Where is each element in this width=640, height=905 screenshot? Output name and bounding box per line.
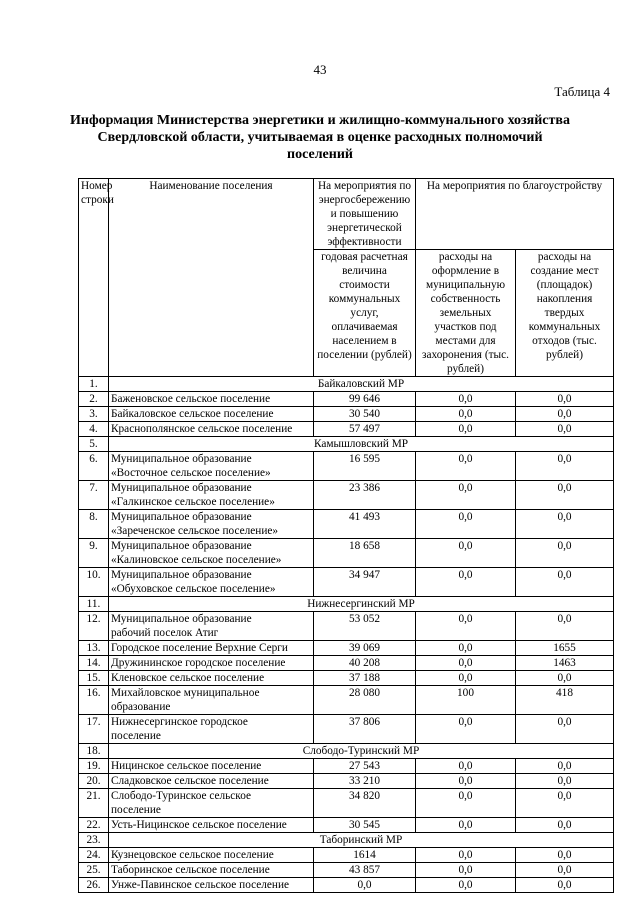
- row-number: 26.: [79, 878, 109, 893]
- settlement-name-line-2: поселение: [111, 730, 161, 742]
- table-row: [79, 539, 614, 568]
- burial-land-cost-value: 0,0: [416, 774, 516, 789]
- burial-land-cost-value: 0,0: [416, 612, 516, 641]
- settlement-name: Кузнецовское сельское поселение: [109, 848, 314, 863]
- table-row: [79, 818, 614, 833]
- settlement-name-line-1: Нижнесергинское городское: [111, 716, 248, 728]
- settlement-name: [109, 715, 314, 744]
- waste-sites-cost-value: 0,0: [516, 715, 614, 744]
- settlement-name-line-1: Михайловское муниципальное: [111, 687, 260, 699]
- settlements-table: [78, 178, 614, 893]
- row-number: 16.: [79, 686, 109, 715]
- waste-sites-cost-value: 0,0: [516, 774, 614, 789]
- waste-sites-cost-value: 0,0: [516, 612, 614, 641]
- burial-land-cost-value: 0,0: [416, 510, 516, 539]
- region-name: Байкаловский МР: [109, 377, 614, 392]
- page-number: 43: [313, 62, 327, 77]
- region-row: [79, 833, 614, 848]
- header-energy-group: На мероприятия по энергосбережению и повышению энергетической эффективности: [314, 179, 416, 250]
- utility-cost-value: 39 069: [314, 641, 416, 656]
- table-row: [79, 715, 614, 744]
- burial-land-cost-value: 0,0: [416, 759, 516, 774]
- waste-sites-cost-value: 0,0: [516, 422, 614, 437]
- table-row: [79, 452, 614, 481]
- waste-sites-cost-value: 0,0: [516, 878, 614, 893]
- table-label: Таблица 4: [554, 84, 610, 99]
- burial-land-cost-value: 100: [416, 686, 516, 715]
- waste-sites-cost-value: 0,0: [516, 759, 614, 774]
- header-burial-land-cost: расходы на оформление в муниципальную собственность земельных участков под местами для захоронения (тыс. рублей): [416, 250, 516, 377]
- row-number: 15.: [79, 671, 109, 686]
- settlement-name-line-2: образование: [111, 701, 171, 713]
- settlement-name: [109, 789, 314, 818]
- settlement-name: Кленовское сельское поселение: [109, 671, 314, 686]
- utility-cost-value: 53 052: [314, 612, 416, 641]
- utility-cost-value: 34 820: [314, 789, 416, 818]
- region-name: Камышловский МР: [109, 437, 614, 452]
- settlement-name: Таборинское сельское поселение: [109, 863, 314, 878]
- utility-cost-value: 57 497: [314, 422, 416, 437]
- row-number: 8.: [79, 510, 109, 539]
- settlement-name-line-2: поселение: [111, 804, 161, 816]
- row-number: 3.: [79, 407, 109, 422]
- row-number: 21.: [79, 789, 109, 818]
- utility-cost-value: 33 210: [314, 774, 416, 789]
- burial-land-cost-value: 0,0: [416, 848, 516, 863]
- table-row: [79, 641, 614, 656]
- utility-cost-value: 28 080: [314, 686, 416, 715]
- header-row-number: Номер строки: [79, 179, 109, 377]
- waste-sites-cost-value: 0,0: [516, 568, 614, 597]
- utility-cost-value: 27 543: [314, 759, 416, 774]
- table-row: [79, 422, 614, 437]
- settlement-name-line-2: «Зареченское сельское поселение»: [111, 525, 279, 537]
- utility-cost-value: 99 646: [314, 392, 416, 407]
- utility-cost-value: 30 545: [314, 818, 416, 833]
- settlement-name: Баженовское сельское поселение: [109, 392, 314, 407]
- table-row: [79, 407, 614, 422]
- region-name: Таборинский МР: [109, 833, 614, 848]
- utility-cost-value: 16 595: [314, 452, 416, 481]
- waste-sites-cost-value: 0,0: [516, 481, 614, 510]
- settlement-name: Усть-Ницинское сельское поселение: [109, 818, 314, 833]
- row-number: 6.: [79, 452, 109, 481]
- waste-sites-cost-value: 418: [516, 686, 614, 715]
- settlement-name: Ницинское сельское поселение: [109, 759, 314, 774]
- settlement-name-line-2: рабочий поселок Атиг: [111, 627, 219, 639]
- row-number: 24.: [79, 848, 109, 863]
- settlement-name: Унже-Павинское сельское поселение: [109, 878, 314, 893]
- burial-land-cost-value: 0,0: [416, 641, 516, 656]
- burial-land-cost-value: 0,0: [416, 863, 516, 878]
- row-number: 1.: [79, 377, 109, 392]
- settlement-name: [109, 452, 314, 481]
- settlement-name: [109, 539, 314, 568]
- utility-cost-value: 43 857: [314, 863, 416, 878]
- utility-cost-value: 0,0: [314, 878, 416, 893]
- settlement-name: Сладковское сельское поселение: [109, 774, 314, 789]
- row-number: 12.: [79, 612, 109, 641]
- table-row: [79, 568, 614, 597]
- table-row: [79, 774, 614, 789]
- table-row: [79, 848, 614, 863]
- settlement-name-line-2: «Калиновское сельское поселение»: [111, 554, 282, 566]
- waste-sites-cost-value: 0,0: [516, 789, 614, 818]
- row-number: 20.: [79, 774, 109, 789]
- document-title: Информация Министерства энергетики и жилищно-коммунального хозяйства Свердловской области, учитываемая в оценке расходных полномочий поселений: [70, 113, 570, 162]
- region-name: Слободо-Туринский МР: [109, 744, 614, 759]
- header-waste-sites-cost: расходы на создание мест (площадок) накопления твердых коммунальных отходов (тыс. рублей): [516, 250, 614, 377]
- row-number: 7.: [79, 481, 109, 510]
- table-row: [79, 863, 614, 878]
- burial-land-cost-value: 0,0: [416, 539, 516, 568]
- settlement-name: [109, 612, 314, 641]
- row-number: 22.: [79, 818, 109, 833]
- row-number: 13.: [79, 641, 109, 656]
- utility-cost-value: 40 208: [314, 656, 416, 671]
- region-row: [79, 744, 614, 759]
- table-row: [79, 481, 614, 510]
- table-row: [79, 789, 614, 818]
- table-row: [79, 656, 614, 671]
- region-name: Нижнесергинский МР: [109, 597, 614, 612]
- settlement-name: Краснополянское сельское поселение: [109, 422, 314, 437]
- settlement-name: Дружининское городское поселение: [109, 656, 314, 671]
- row-number: 5.: [79, 437, 109, 452]
- settlement-name-line-2: «Восточное сельское поселение»: [111, 467, 271, 479]
- waste-sites-cost-value: 0,0: [516, 452, 614, 481]
- burial-land-cost-value: 0,0: [416, 818, 516, 833]
- utility-cost-value: 18 658: [314, 539, 416, 568]
- utility-cost-value: 30 540: [314, 407, 416, 422]
- row-number: 11.: [79, 597, 109, 612]
- row-number: 18.: [79, 744, 109, 759]
- utility-cost-value: 23 386: [314, 481, 416, 510]
- header-utility-cost: годовая расчетная величина стоимости коммунальных услуг, оплачиваемая населением в поселении (рублей): [314, 250, 416, 377]
- table-row: [79, 612, 614, 641]
- utility-cost-value: 34 947: [314, 568, 416, 597]
- waste-sites-cost-value: 1463: [516, 656, 614, 671]
- burial-land-cost-value: 0,0: [416, 789, 516, 818]
- row-number: 10.: [79, 568, 109, 597]
- region-row: [79, 377, 614, 392]
- row-number: 2.: [79, 392, 109, 407]
- region-row: [79, 437, 614, 452]
- burial-land-cost-value: 0,0: [416, 422, 516, 437]
- header-improvement-group: На мероприятия по благоустройству: [416, 179, 614, 250]
- waste-sites-cost-value: 0,0: [516, 863, 614, 878]
- row-number: 14.: [79, 656, 109, 671]
- row-number: 17.: [79, 715, 109, 744]
- table-row: [79, 671, 614, 686]
- settlement-name: [109, 510, 314, 539]
- waste-sites-cost-value: 0,0: [516, 818, 614, 833]
- table-row: [79, 392, 614, 407]
- settlement-name-line-1: Муниципальное образование: [111, 482, 252, 494]
- utility-cost-value: 1614: [314, 848, 416, 863]
- burial-land-cost-value: 0,0: [416, 715, 516, 744]
- table-row: [79, 878, 614, 893]
- header-row-1: [79, 179, 614, 250]
- settlement-name: Байкаловское сельское поселение: [109, 407, 314, 422]
- burial-land-cost-value: 0,0: [416, 671, 516, 686]
- waste-sites-cost-value: 0,0: [516, 671, 614, 686]
- waste-sites-cost-value: 0,0: [516, 510, 614, 539]
- burial-land-cost-value: 0,0: [416, 656, 516, 671]
- header-settlement-name: Наименование поселения: [109, 179, 314, 377]
- utility-cost-value: 41 493: [314, 510, 416, 539]
- row-number: 25.: [79, 863, 109, 878]
- burial-land-cost-value: 0,0: [416, 568, 516, 597]
- row-number: 9.: [79, 539, 109, 568]
- burial-land-cost-value: 0,0: [416, 481, 516, 510]
- settlement-name: [109, 568, 314, 597]
- table-row: [79, 759, 614, 774]
- settlement-name-line-1: Муниципальное образование: [111, 511, 252, 523]
- waste-sites-cost-value: 0,0: [516, 392, 614, 407]
- utility-cost-value: 37 188: [314, 671, 416, 686]
- row-number: 4.: [79, 422, 109, 437]
- region-row: [79, 597, 614, 612]
- settlement-name-line-1: Муниципальное образование: [111, 453, 252, 465]
- table-row: [79, 510, 614, 539]
- waste-sites-cost-value: 0,0: [516, 539, 614, 568]
- utility-cost-value: 37 806: [314, 715, 416, 744]
- settlement-name-line-2: «Галкинское сельское поселение»: [111, 496, 275, 508]
- table-body: [79, 377, 614, 893]
- burial-land-cost-value: 0,0: [416, 407, 516, 422]
- settlement-name: [109, 686, 314, 715]
- settlement-name-line-1: Муниципальное образование: [111, 569, 252, 581]
- settlement-name-line-1: Муниципальное образование: [111, 540, 252, 552]
- row-number: 19.: [79, 759, 109, 774]
- row-number: 23.: [79, 833, 109, 848]
- waste-sites-cost-value: 1655: [516, 641, 614, 656]
- burial-land-cost-value: 0,0: [416, 392, 516, 407]
- settlement-name-line-1: Слободо-Туринское сельское: [111, 790, 252, 802]
- settlement-name-line-1: Муниципальное образование: [111, 613, 252, 625]
- burial-land-cost-value: 0,0: [416, 452, 516, 481]
- settlement-name: [109, 481, 314, 510]
- table-row: [79, 686, 614, 715]
- waste-sites-cost-value: 0,0: [516, 407, 614, 422]
- waste-sites-cost-value: 0,0: [516, 848, 614, 863]
- settlement-name-line-2: «Обуховское сельское поселение»: [111, 583, 276, 595]
- settlement-name: Городское поселение Верхние Серги: [109, 641, 314, 656]
- burial-land-cost-value: 0,0: [416, 878, 516, 893]
